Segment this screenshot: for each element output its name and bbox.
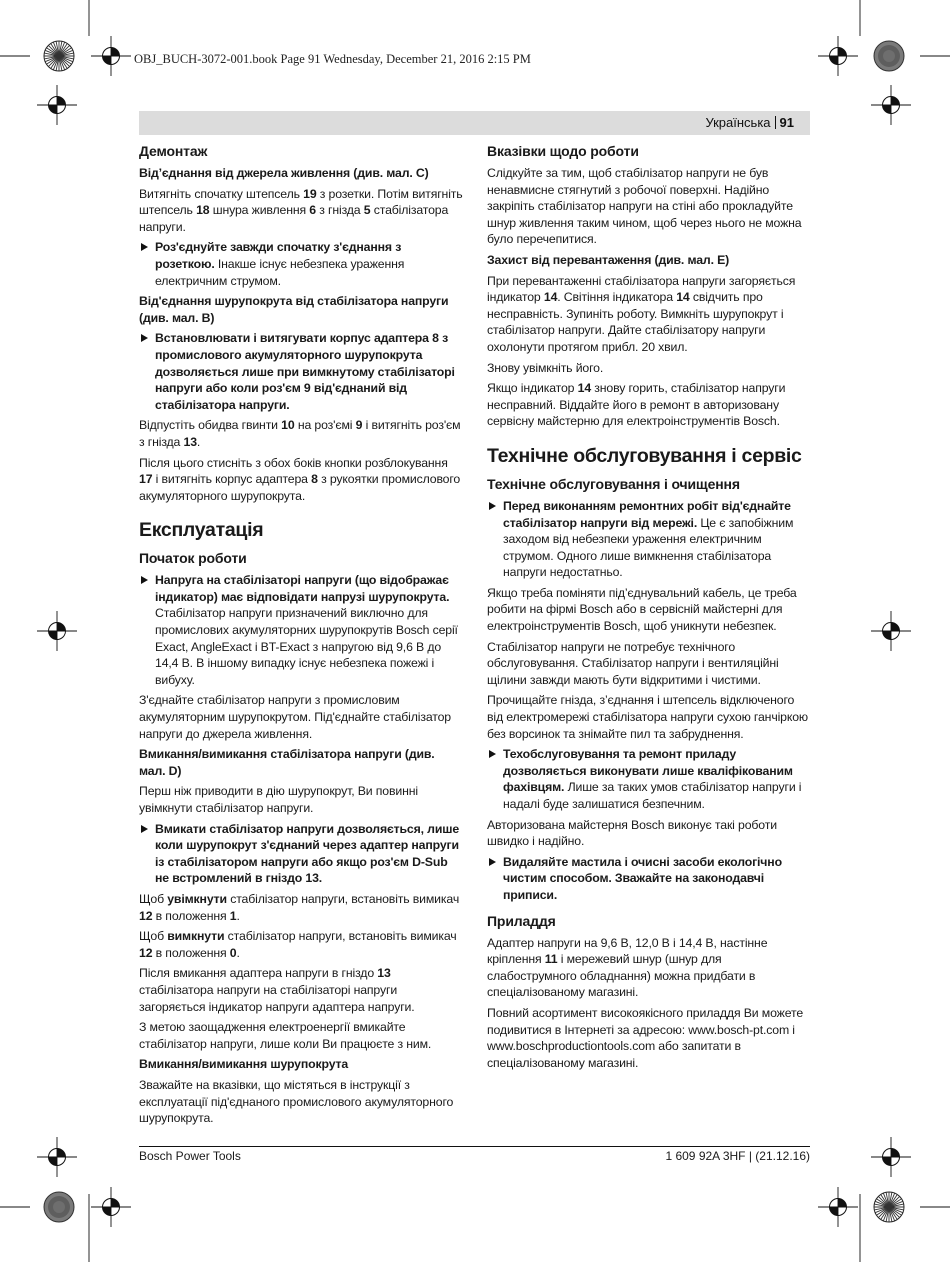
footer-brand: Bosch Power Tools [139,1149,241,1163]
paragraph: Стабілізатор напруги не потребує технічного обслуговування. Стабілізатор напруги і вентиляційні щілини завжди мають бути відкритими і чистими. [487,639,779,687]
subsection-title-start: Початок роботи [139,550,247,567]
paragraph: Слідкуйте за тим, щоб стабілізатор напруги не був ненавмисне стягнутий з робочої поверхні. Надійно закріпіть стабілізатор напруги на стіні або прокладуйте шнур живлення таким чином, щоб через нього не можна було перечепитися. [487,166,802,247]
bullet-triangle-icon [141,825,148,833]
subheading-overload-protection: Захист від перевантаження (див. мал. E) [487,252,730,267]
bullet-item: Техобслуговування та ремонт приладу дозволяється виконувати лише кваліфікованим фахівцям. Лише за таких умов стабілізатор напруги і надалі буде залишатися безпечним. [487,746,811,812]
registration-mark-icon [818,36,858,76]
bullet-item: Встановлювати і витягувати корпус адаптера 8 з промислового акумуляторного шурупокрута дозволяється лише при вимкнутому стабілізаторі напруги або коли роз'єм 9 від'єднаний від стабілізатора напруги. [139,330,463,413]
paragraph: Відпустіть обидва гвинти 10 на роз'ємі 9 і витягніть роз'єм з гнізда 13. [139,418,461,449]
bullet-triangle-icon [141,243,148,251]
bullet-item: Напруга на стабілізаторі напруги (що відображає індикатор) має відповідати напрузі шурупокрута. Стабілізатор напруги призначений виключно для промислових акумуляторних шурупокрутів Bosch серії Exact, AngleExact і BT-Exact з напругою від 9,6 В до 14,4 В. В іншому випадку існує небезпека пожежі і вибуху. [139,572,463,688]
subheading-switch-screwdriver: Вмикання/вимикання шурупокрута [139,1057,349,1072]
color-wheel-icon [874,41,904,71]
paragraph: Адаптер напруги на 9,6 В, 12,0 В і 14,4 В, настінне кріплення 11 і мережевий шнур (шнур для слабострумного обладнання) можна придбати в спеціалізованому магазині. [487,935,768,1000]
subheading-switch-stabilizer: Вмикання/вимикання стабілізатора напруги (див. мал. D) [139,747,435,778]
header-separator [775,116,776,129]
subsection-title-maintenance-cleaning: Технічне обслуговування і очищення [487,475,740,492]
page-number: 91 [779,115,794,130]
section-title-maintenance-service: Технічне обслуговування і сервіс [487,444,802,467]
bullet-triangle-icon [489,750,496,758]
left-column [139,142,463,1131]
paragraph: Після цього стисніть з обох боків кнопки розблокування 17 і витягніть корпус адаптера 8 з рукоятки промислового акумуляторного шурупокрута. [139,455,461,503]
paragraph: Щоб увімкнути стабілізатор напруги, встановіть вимикач 12 в положення 1. [139,891,460,923]
print-slug: OBJ_BUCH-3072-001.book Page 91 Wednesday, December 21, 2016 2:15 PM [134,52,531,66]
registration-mark-icon [37,85,77,125]
paragraph: Прочищайте гнізда, з’єднання і штепсель відключеного від електромережі стабілізатора напруги сухою ганчіркою без ворсинок та знімайте пил та забруднення. [487,693,808,741]
header-language: Українська [705,115,771,130]
paragraph: З метою заощадження електроенергії вмикайте стабілізатор напруги, лише коли Ви працюєте з ним. [139,1020,432,1051]
paragraph: При перевантаженні стабілізатора напруги загоряється індикатор 14. Світіння індикатора 14 свідчить про несправність. Зупиніть роботу. Вимкніть шурупокрут і стабілізатор напруги. Дайте стабілізатору напруги охолонути протягом прибл. 20 хвил. [487,273,796,354]
section-title-operation: Експлуатація [139,519,264,542]
subheading-disconnect-screwdriver: Від'єднання шурупокрута від стабілізатора напруги (див. мал. B) [139,294,449,325]
registration-mark-icon [91,36,131,76]
registration-mark-icon [871,611,911,651]
paragraph: Зважайте на вказівки, що містяться в інструкції з експлуатації під'єднаного промислового акумуляторного шурупокрута. [139,1077,454,1126]
paragraph: Витягніть спочатку штепсель 19 з розетки. Потім витягніть штепсель 18 шнура живлення 6 з гнізда 5 стабілізатора напруги. [139,186,463,234]
registration-mark-icon [818,1187,858,1227]
footer-doc-number: 1 609 92A 3HF | (21.12.16) [665,1149,810,1163]
paragraph: Повний асортимент високоякісного приладдя Ви можете подивитися в Інтернеті за адресою: www.bosch-pt.com і www.boschproductiontools.com або запитати в спеціалізованому магазині. [487,1005,804,1070]
bullet-item: Перед виконанням ремонтних робіт від'єднайте стабілізатор напруги від мережі. Це є запобіжним заходом від небезпеки ураження електричним струмом. Одного лише вимкнення стабілізатора напруги недостатньо. [487,498,811,581]
page-header-bar [139,111,810,135]
bullet-triangle-icon [489,502,496,510]
paragraph: Щоб вимкнути стабілізатор напруги, встановіть вимикач 12 в положення 0. [139,929,457,960]
footer-rule [139,1146,810,1147]
bullet-item: Вмикати стабілізатор напруги дозволяється, лише коли шурупокрут з'єднаний через адаптер напруги із стабілізатором напруги або якщо роз'єм D-Sub не встромлений в гніздо 13. [139,821,463,887]
bullet-triangle-icon [141,334,148,342]
paragraph: З'єднайте стабілізатор напруги з промисловим акумуляторним шурупокрутом. Під'єднайте стабілізатор напруги до джерела живлення. [139,693,451,741]
registration-mark-icon [37,611,77,651]
registration-mark-icon [91,1187,131,1227]
paragraph: Після вмикання адаптера напруги в гніздо 13 стабілізатора напруги на стабілізаторі напруги загоряється індикатор напруги адаптера напруги. [139,966,415,1014]
bullet-triangle-icon [141,576,148,584]
page-header [705,111,810,135]
registration-mark-icon [871,1137,911,1177]
right-column [487,142,811,1075]
subheading-disconnect-power: Від’єднання від джерела живлення (див. мал. С) [139,166,429,180]
bullet-triangle-icon [489,858,496,866]
color-wheel-icon [44,41,74,71]
paragraph: Авторизована майстерня Bosch виконує такі роботи швидко і надійно. [487,817,777,849]
registration-mark-icon [37,1137,77,1177]
section-title-dismantling: Демонтаж [139,143,208,159]
bullet-item: Роз'єднуйте завжди спочатку з'єднання з розеткою. Інакше існує небезпека ураження електричним струмом. [139,239,463,289]
registration-mark-icon [871,85,911,125]
subsection-title-accessories: Приладдя [487,912,556,929]
paragraph: Якщо індикатор 14 знову горить, стабілізатор напруги несправний. Віддайте його в ремонт в авторизовану сервісну майстерню для електроінструментів Bosch. [487,381,786,429]
section-title-work-instructions: Вказівки щодо роботи [487,143,639,159]
paragraph: Перш ніж приводити в дію шурупокрут, Ви повинні увімкнути стабілізатор напруги. [139,784,418,815]
color-wheel-icon [874,1192,904,1222]
paragraph: Знову увімкніть його. [487,360,604,375]
paragraph: Якщо треба поміняти під’єднувальний кабель, це треба робити на фірмі Bosch або в сервісній майстерні для електроінструментів Bosch, щоб уникнути небезпек. [487,585,797,634]
bullet-item: Видаляйте мастила і очисні засоби екологічно чистим способом. Зважайте на законодавчі приписи. [487,854,811,904]
color-wheel-icon [44,1192,74,1222]
